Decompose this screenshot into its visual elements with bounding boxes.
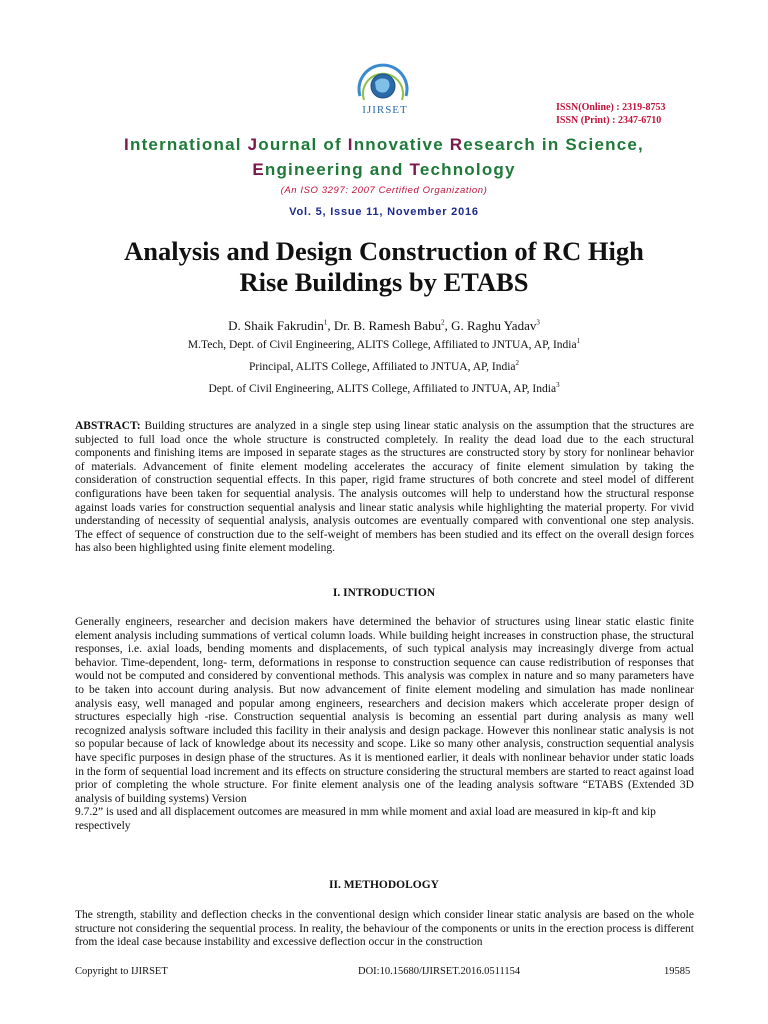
author-sup: 1 — [323, 318, 328, 327]
footer-copyright: Copyright to IJIRSET — [75, 966, 168, 977]
author-name: D. Shaik Fakrudin — [228, 318, 324, 333]
introduction-paragraph: Generally engineers, researcher and decision makers have determined the behavior of structures using linear static elastic finite element analysis including summations of vertical column loads. While building height increases in construction phase, the structural responses, i.e. axial loads, bending moments and displacements, of such typical analysis may increasingly diverge from actual behavior. Time-dependent, long- term, deformations in response to construction sequence can cause redistribution of responses that would not be computed and considered by conventional methods. This analysis was complex in nature and so many parameters have to be taken into account during analysis. But now advancement of finite element modeling and simulation has made nonlinear analysis easy, well managed and popular among engineers, researchers and decision makers which accelerate proper design of structures especially high -rise. Construction sequential analysis is becoming an essential part during analysis as many well recognized analysis software included this facility in their analysis and design package. However this nonlinear static analysis is not so popular because of lack of knowledge about its necessity and scope. Like so many other analysis, construction sequential analysis have specific purposes in design phase of the structures. As it is mentioned earlier, it deals with nonlinear behavior under static loads in the form of sequential load increment and its effects on structure considering the structural members are started to react against load prior of completing the whole structure. For finite element analysis one of the leading analysis software “ETABS (Extended 3D analysis of building systems) Version — [75, 616, 694, 805]
paper-title — [60, 236, 708, 298]
affiliation-1 — [0, 339, 768, 351]
author-sup: 3 — [536, 318, 540, 327]
issn-print: ISSN (Print) : 2347-6710 — [556, 115, 662, 126]
affiliation-sup: 3 — [556, 381, 560, 390]
introduction-text — [75, 616, 694, 834]
paper-title-line2: Rise Buildings by ETABS — [239, 267, 529, 297]
abstract — [75, 420, 694, 556]
journal-title-line2: Engineering and Technology — [252, 160, 516, 179]
affiliation-3 — [0, 383, 768, 395]
affiliation-text: Dept. of Civil Engineering, ALITS College, Affiliated to JNTUA, AP, India — [208, 383, 557, 395]
author-sup: 2 — [441, 318, 445, 327]
journal-title — [0, 132, 768, 182]
section-heading-introduction: I. INTRODUCTION — [332, 587, 436, 599]
affiliation-sup: 1 — [576, 337, 581, 346]
author-name: Dr. B. Ramesh Babu — [333, 318, 442, 333]
affiliation-sup: 2 — [515, 359, 519, 368]
introduction-paragraph-continued: 9.7.2” is used and all displacement outcomes are measured in mm while moment and axial load are measured in kip-ft and kip respectively — [75, 806, 656, 832]
abstract-text: Building structures are analyzed in a single step using linear static analysis on the assumption that the structures are subjected to full load once the whole structure is constructed completely. In reality the dead load due to the each structural components and finishing items are imposed in separate stages as the structures are constructed story by story for nonlinear behavior of materials. Advancement of finite element modeling accelerates the accuracy of finite element simulation by taking the consideration of construction sequential effects. In this paper, rigid frame structures of both concrete and steel model of different configurations have been taken for sequential analysis. The analysis outcomes will help to understand how the structural response against loads varies for construction sequential analysis and linear static analysis while highlighting the material property. For vivid understanding of necessity of sequential analysis, analysis outcomes are eventually compared with conventional one step analysis. The effect of sequence of construction due to the self-weight of members has been studied and its effect on the overall design forces has also been highlighted using finite element modeling. — [75, 420, 695, 555]
affiliation-text: M.Tech, Dept. of Civil Engineering, ALITS College, Affiliated to JNTUA, AP, India — [187, 339, 577, 351]
section-heading-methodology: II. METHODOLOGY — [329, 879, 439, 891]
author-name: G. Raghu Yadav — [451, 318, 537, 333]
certification-note: (An ISO 3297: 2007 Certified Organization) — [280, 185, 488, 196]
journal-title-line1: International Journal of Innovative Research in Science, — [124, 135, 644, 154]
abstract-label: ABSTRACT: — [75, 420, 141, 432]
affiliation-text: Principal, ALITS College, Affiliated to JNTUA, AP, India — [249, 361, 516, 373]
author-list: D. Shaik Fakrudin$^1$, Dr. B. Ramesh Babu$^2$, G. Raghu Yadav$^3$ — [228, 318, 540, 333]
footer-doi: DOI:10.15680/IJIRSET.2016.0511154 — [358, 966, 521, 977]
volume-issue: Vol. 5, Issue 11, November 2016 — [289, 206, 479, 218]
logo-text: IJIRSET — [362, 104, 408, 116]
issn-block — [556, 101, 665, 127]
affiliation-2 — [0, 361, 768, 373]
footer-page-number: 19585 — [664, 966, 691, 977]
paper-title-line1: Analysis and Design Construction of RC High — [124, 236, 644, 266]
issn-online: ISSN(Online) : 2319-8753 — [556, 102, 666, 113]
methodology-text: The strength, stability and deflection checks in the conventional design which consider linear static analysis are based on the whole structure not considering the sequential process. In reality, the behaviour of the components or units in the erection process is different from the ideal case because instability and excessive deflection occur in the construction — [75, 909, 694, 949]
